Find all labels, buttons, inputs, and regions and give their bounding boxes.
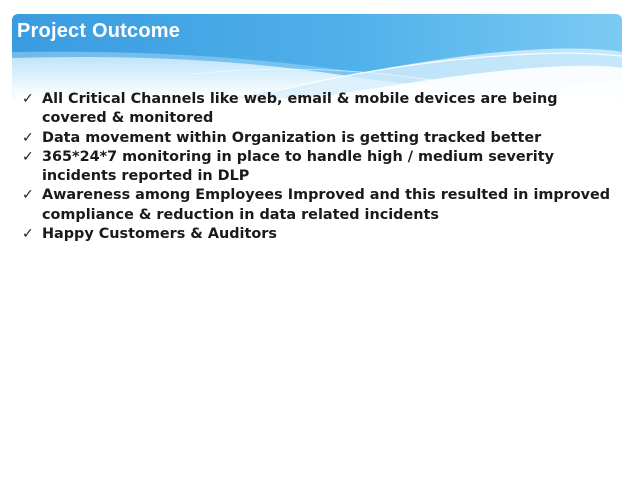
bullet-text: Awareness among Employees Improved and this resulted in improved compliance & reduction in data related incidents: [42, 187, 611, 223]
bullet-list: [22, 90, 622, 244]
slide-title: Project Outcome: [17, 20, 181, 42]
check-icon: ✓: [22, 226, 34, 243]
check-icon: ✓: [22, 129, 34, 146]
bullet-text: All Critical Channels like web, email & mobile devices are being covered & monitored: [42, 91, 558, 127]
check-icon: ✓: [22, 148, 34, 165]
check-icon: ✓: [22, 187, 34, 204]
bullet-text: Happy Customers & Auditors: [42, 226, 277, 243]
check-icon: ✓: [22, 91, 34, 107]
bullet-item: [22, 90, 622, 129]
bullet-text: 365*24*7 monitoring in place to handle high / medium severity incidents reported in DLP: [42, 148, 554, 185]
bullet-item: [22, 225, 622, 244]
bullet-item: [22, 148, 622, 187]
bullet-item: [22, 129, 622, 148]
bullet-item: [22, 186, 622, 225]
bullet-text: Data movement within Organization is getting tracked better: [42, 129, 542, 146]
